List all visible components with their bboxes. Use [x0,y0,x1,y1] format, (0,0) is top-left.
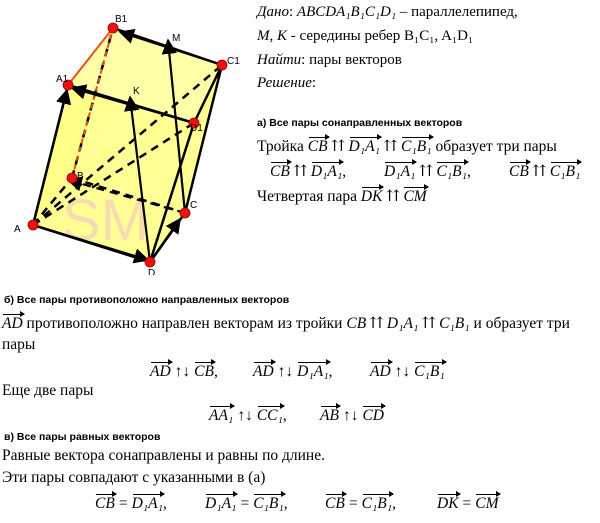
label-D: D [148,268,156,275]
section-a-pair-1: CB ⇈ D₁A₁, [270,160,346,181]
section-a-pair-3: CB ⇈ C₁B₁ [509,160,580,181]
midpoints-line: M, K - середины ребер B₁C₁, A₁D₁ [257,28,474,44]
section-b-more: Еще две пары [2,382,94,399]
section-b-pair-4: AA₁ ↑↓ CC₁, [209,404,287,425]
section-b-intro-line2: пары [2,336,36,353]
section-b-pair-5: AB ↑↓ CD [320,404,384,425]
section-a-fourth: Четвертая пара DK ⇈ CM [257,185,427,206]
watermark: SM [62,188,149,253]
label-A: A [14,224,21,235]
section-c-pair-1: CB = D₁A₁, [95,492,167,513]
section-c-line2: Эти пары совпадают с указанными в (а) [2,469,266,486]
label-B: B [77,171,84,182]
label-C1: C1 [227,56,240,67]
section-a-heading: а) Все пары сонаправленных векторов [257,117,463,129]
section-a-triple: Тройка CB ⇈ D₁A₁ ⇈ C₁B₁ образует три пары [257,135,557,156]
section-c-line1: Равные вектора сонаправлены и равны по длине. [2,447,325,464]
section-a-pair-2: D₁A₁ ⇈ C₁B₁, [384,160,471,181]
section-b-heading: б) Все пары противоположно направленных векторов [4,294,290,306]
label-M: M [172,33,181,44]
label-D1: D1 [190,123,203,134]
given-line: Дано: ABCDA₁B₁C₁D₁ – параллелепипед, [257,4,518,20]
parallelepiped-figure [0,0,250,275]
section-b-pair-1: AD ↑↓ CB, [150,360,218,381]
section-c-pair-3: CB = C₁B₁, [325,492,396,513]
section-b-intro: AD противоположно направлен векторам из тройки CB ⇈ D₁A₁ ⇈ C₁B₁ и образует три [2,312,570,333]
section-c-pair-2: D₁A₁ = C₁B₁, [205,492,288,513]
label-B1: B1 [115,14,128,25]
solution-label: Решение: [257,75,317,91]
section-b-pair-2: AD ↑↓ D₁A₁, [253,360,333,381]
label-A1: A1 [56,74,69,85]
section-c-pair-4: DK = CM [437,492,499,513]
section-b-pair-3: AD ↑↓ C₁B₁ [370,360,445,381]
label-K: K [133,86,140,97]
section-c-heading: в) Все пары равных векторов [4,431,161,443]
find-line: Найти: пары векторов [257,52,402,68]
label-C: C [190,200,198,211]
